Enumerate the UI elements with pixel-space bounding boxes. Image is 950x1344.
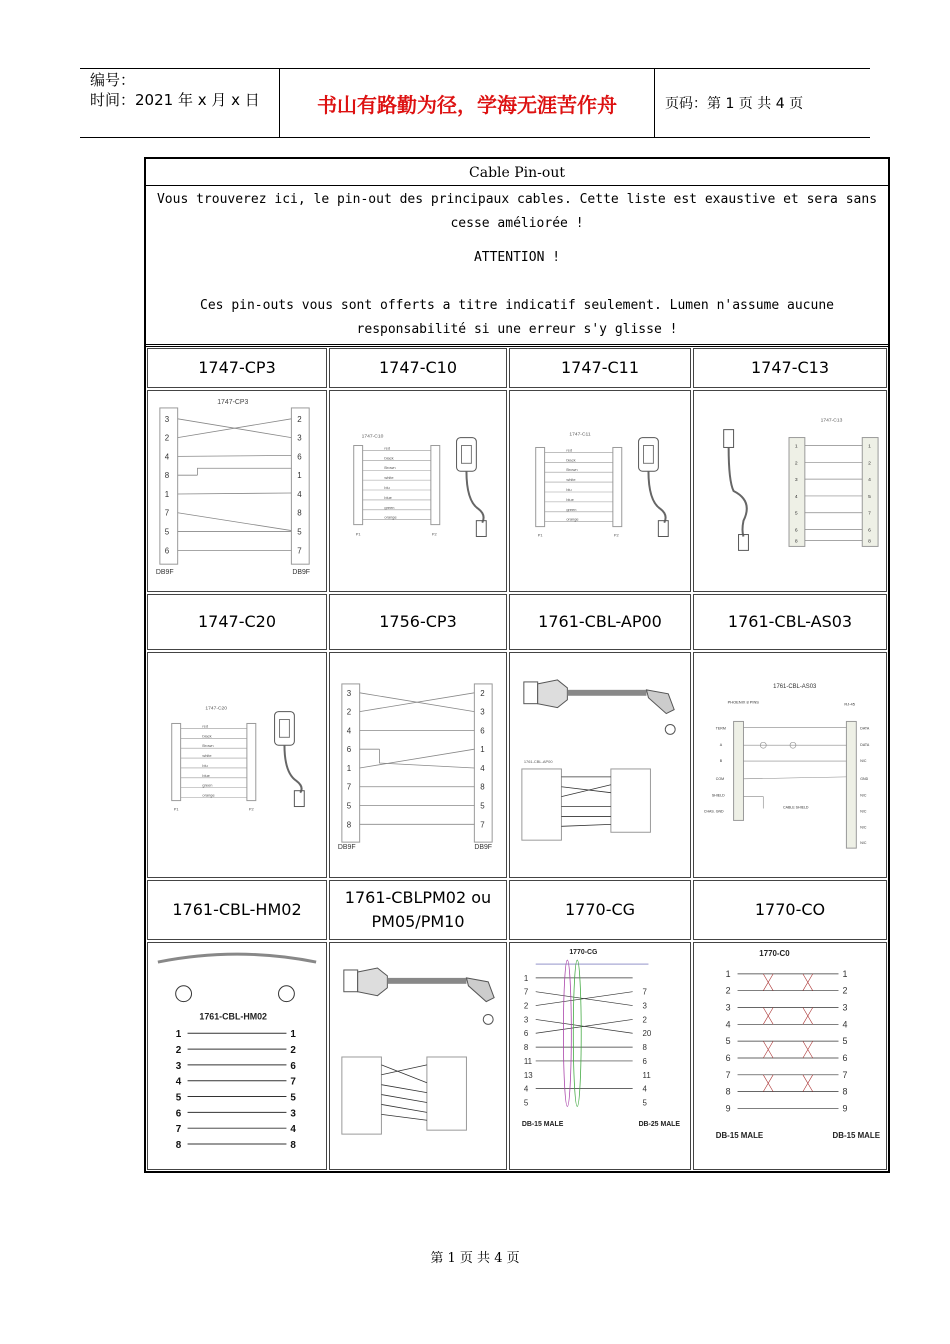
pin-label: 8 (290, 1139, 296, 1151)
page-footer: 第 1 页 共 4 页 (430, 1251, 520, 1266)
pin-label: 1 (868, 444, 871, 450)
pin-label: 2 (480, 688, 485, 698)
intro-attention: ATTENTION ! (473, 250, 561, 265)
pin-label: 9 (842, 1103, 848, 1114)
diagram-title: 1747-C13 (820, 418, 843, 424)
wire-label: orange (202, 792, 215, 798)
pin-label: 6 (297, 452, 302, 462)
pin-label: 4 (480, 763, 485, 773)
wire-label: black (202, 733, 212, 739)
cable-label: 1761-CBL-AS03 (693, 594, 887, 650)
connector-label: PHOENIX 8 PINS (727, 699, 759, 705)
wire-label: red (202, 723, 209, 729)
pin-label: TERM (715, 726, 726, 731)
pin-label: 5 (164, 527, 170, 537)
pin-label: 11 (523, 1056, 533, 1066)
pin-label: 7 (346, 782, 352, 792)
pin-label: 8 (794, 539, 798, 545)
pin-label: 4 (868, 478, 871, 484)
pin-label: 9 (725, 1103, 731, 1114)
diagram-title: 1747-CP3 (217, 398, 249, 406)
pin-label: 1 (523, 973, 529, 983)
wire-label: blue (202, 772, 210, 778)
pin-label: 6 (794, 528, 798, 534)
plug-label: P2 (613, 532, 619, 538)
pin-label: N/C (860, 793, 867, 798)
pin-label: 2 (164, 433, 170, 443)
plug-label: P1 (355, 531, 361, 537)
intro-title: Cable Pin-out (146, 159, 888, 186)
pin-label: 6 (164, 546, 170, 556)
pin-label: 7 (175, 1124, 182, 1136)
diagram-title: 1770-C0 (759, 949, 790, 959)
cable-label: 1761-CBL-HM02 (147, 880, 327, 940)
pin-label: 1 (725, 968, 731, 979)
pin-label: 8 (164, 471, 170, 481)
pin-label: 5 (297, 527, 302, 537)
pin-label: 13 (523, 1070, 533, 1080)
diagram-1770-cg (509, 942, 691, 1170)
connector-label: DB-15 MALE (715, 1131, 764, 1141)
diagram-1761-cbl-as03 (693, 652, 887, 878)
cable-table (144, 157, 890, 1173)
cable-label: 1756-CP3 (329, 594, 507, 650)
pin-label: 4 (297, 489, 302, 499)
pin-label: 1 (175, 1029, 182, 1041)
wire-label: Brown (384, 465, 396, 471)
diagram-1747-c11 (509, 390, 691, 592)
shield-label: CABLE SHIELD (783, 805, 809, 810)
pin-label: 3 (290, 1108, 296, 1120)
pin-label: 7 (290, 1076, 296, 1088)
pin-label: N/C (860, 809, 867, 814)
pin-label: 8 (868, 539, 871, 545)
pin-label: 1 (346, 763, 352, 773)
pin-label: 6 (642, 1056, 647, 1066)
pin-label: 3 (164, 414, 170, 424)
cable-grid (146, 347, 888, 1171)
wiring-diagram (510, 391, 690, 591)
connector-label: DB9F (155, 569, 174, 577)
pinout-diagram (148, 391, 326, 591)
wire-label: green (384, 504, 395, 510)
pin-label: 3 (842, 1002, 848, 1013)
pin-label: 5 (842, 1036, 848, 1047)
pin-label: 2 (842, 985, 848, 996)
pin-label: 4 (346, 726, 352, 736)
pin-label: 2 (523, 1001, 529, 1011)
pin-label: 6 (290, 1060, 296, 1072)
diagram-1756-cp3 (329, 652, 507, 878)
pin-label: 1 (297, 471, 302, 481)
plug-label: P1 (537, 532, 543, 538)
pin-label: 8 (523, 1043, 529, 1053)
pin-label: DATA (860, 726, 870, 731)
plug-label: P1 (173, 806, 179, 812)
pin-label: 8 (346, 820, 352, 830)
pin-label: 7 (725, 1069, 731, 1080)
cable-label: 1747-C10 (329, 348, 507, 388)
diagram-1770-co (693, 942, 887, 1170)
header-meta (80, 69, 280, 137)
cable-label: 1761-CBL-AP00 (509, 594, 691, 650)
pin-label: N/C (860, 825, 867, 830)
connector-label: DB-25 MALE (638, 1121, 681, 1129)
pin-label: 4 (175, 1076, 182, 1088)
pin-label: 3 (346, 688, 352, 698)
pin-label: 5 (346, 801, 352, 811)
pin-label: 5 (794, 511, 798, 517)
wiring-diagram (510, 943, 690, 1169)
intro-line2: Ces pin-outs vous sont offerts a titre indicatif seulement. Lumen n'assume aucune responsabilité si une erreur s'y glisse ! (200, 298, 834, 337)
pin-label: SHIELD (711, 793, 725, 798)
wire-label: red (384, 445, 391, 451)
pin-label: 4 (794, 494, 798, 500)
pin-label: 7 (842, 1069, 848, 1080)
pin-label: 6 (725, 1052, 731, 1063)
pin-label: 3 (480, 707, 485, 717)
cable-label: 1761-CBLPM02 ou PM05/PM10 (329, 880, 507, 940)
diagram-title: 1747-C11 (569, 432, 591, 438)
pin-label: A (719, 743, 723, 748)
diagram-1747-c10 (329, 390, 507, 592)
cable-label: 1747-CP3 (147, 348, 327, 388)
diagram-1761-cbl-hm02 (147, 942, 327, 1170)
wire-label: black (384, 455, 394, 461)
connector-label: DB9F (474, 844, 493, 852)
pin-label: 8 (297, 508, 302, 518)
pinout-diagram (330, 653, 506, 877)
pin-label: 8 (842, 1086, 848, 1097)
pin-label: 3 (794, 478, 798, 484)
intro-spacer-2 (146, 270, 888, 294)
time-label: 时间：2021 年 x 月 x 日 (90, 91, 260, 109)
pin-label: 3 (523, 1015, 529, 1025)
wire-label: blue (566, 496, 574, 502)
pin-label: 2 (725, 985, 731, 996)
diagram-title: 1747-C10 (361, 434, 384, 440)
pin-label: 3 (297, 433, 302, 443)
connector-label: DB-15 MALE (521, 1121, 564, 1129)
wire-label: blue (384, 494, 392, 500)
pin-label: 1 (842, 968, 848, 979)
pin-label: 11 (642, 1070, 651, 1080)
pin-label: 8 (480, 782, 485, 792)
pin-label: 6 (523, 1029, 529, 1039)
pin-label: 2 (346, 707, 352, 717)
wire-label: blu (202, 762, 208, 768)
pin-label: DATA (860, 743, 870, 748)
pin-label: 7 (480, 820, 485, 830)
wire-label: green (566, 506, 577, 512)
wire-label: white (566, 477, 576, 483)
intro-section (146, 159, 888, 347)
cable-label: 1747-C11 (509, 348, 691, 388)
pin-label: 4 (642, 1084, 647, 1094)
diagram-1761-cblpm02 (329, 942, 507, 1170)
wiring-diagram (330, 391, 506, 591)
diagram-title: 1761-CBL-HM02 (199, 1011, 268, 1022)
diagram-title: 1761-CBL-AP00 (523, 759, 553, 765)
pin-label: 4 (290, 1124, 296, 1136)
wiring-diagram (694, 943, 886, 1169)
diagram-title: 1761-CBL-AS03 (773, 683, 817, 690)
pin-label: 4 (842, 1019, 848, 1030)
pin-label: 6 (175, 1108, 182, 1120)
pin-label: N/C (860, 841, 867, 846)
pin-label: 3 (642, 1001, 647, 1011)
cable-label: 1747-C20 (147, 594, 327, 650)
cable-label: 1770-CO (693, 880, 887, 940)
diagram-1747-c13 (693, 390, 887, 592)
header-motto: 书山有路勤为径，学海无涯苦作舟 (280, 69, 655, 137)
pin-label: 1 (290, 1029, 296, 1041)
wiring-diagram (694, 391, 886, 591)
pin-label: 4 (725, 1019, 731, 1030)
pin-label: 2 (175, 1045, 182, 1057)
pin-label: COM (715, 776, 725, 781)
wire-label: blu (384, 485, 390, 491)
pin-label: B (719, 759, 723, 764)
plug-label: P2 (248, 806, 254, 812)
pin-label: 3 (175, 1060, 182, 1072)
wiring-diagram (148, 653, 326, 877)
pin-label: 7 (523, 987, 529, 997)
pin-label: 6 (346, 745, 352, 755)
diagram-1747-c20 (147, 652, 327, 878)
pin-label: 6 (480, 726, 485, 736)
connector-label: DB9F (337, 844, 356, 852)
pin-label: 5 (642, 1098, 647, 1108)
pin-label: 2 (642, 1015, 647, 1025)
wiring-diagram (330, 943, 506, 1169)
pin-label: 5 (480, 801, 485, 811)
pinout-diagram (148, 943, 326, 1169)
pin-label: 7 (164, 508, 170, 518)
wire-label: blu (566, 487, 572, 492)
pin-label: 8 (725, 1086, 731, 1097)
wire-label: orange (566, 516, 579, 522)
wire-label: orange (384, 514, 397, 520)
pin-label: 6 (842, 1052, 848, 1063)
connector-label: RJ-45 (844, 701, 855, 707)
pin-label: 2 (794, 461, 798, 467)
cable-label: 1747-C13 (693, 348, 887, 388)
pin-label: 7 (642, 987, 647, 997)
wiring-diagram (510, 653, 690, 877)
pin-label: 2 (868, 461, 871, 467)
pin-label: 5 (175, 1092, 182, 1104)
wire-label: green (202, 782, 213, 788)
wire-label: black (566, 457, 576, 463)
connector-label: DB9F (292, 569, 311, 577)
wire-label: Brown (566, 467, 578, 473)
pin-label: 7 (297, 546, 302, 556)
pin-label: 2 (290, 1045, 296, 1057)
diagram-title: 1770-CG (569, 949, 598, 957)
intro-line1: Vous trouverez ici, le pin-out des principaux cables. Cette liste est exaustive et sera sans cesse améliorée ! (156, 192, 878, 231)
pin-label: 1 (480, 745, 485, 755)
wire-label: white (384, 475, 394, 481)
number-label: 编号： (90, 71, 136, 89)
page-header (80, 68, 870, 138)
diagram-title: 1747-C20 (205, 706, 228, 712)
wire-label: white (202, 753, 212, 759)
pin-label: 7 (868, 511, 871, 517)
diagram-1747-cp3 (147, 390, 327, 592)
pin-label: GND (860, 776, 869, 781)
connector-label: DB-15 MALE (832, 1131, 881, 1141)
pin-label: 5 (290, 1092, 296, 1104)
wiring-diagram (694, 653, 886, 877)
diagram-1761-cbl-ap00 (509, 652, 691, 878)
cable-label: 1770-CG (509, 880, 691, 940)
pin-label: 8 (642, 1043, 647, 1053)
wire-label: Brown (202, 743, 214, 749)
pin-label: 5 (725, 1036, 731, 1047)
pin-label: 3 (725, 1002, 731, 1013)
pin-label: 1 (164, 489, 170, 499)
pin-label: 8 (175, 1139, 182, 1151)
pin-label: 2 (297, 414, 302, 424)
pin-label: 4 (164, 452, 170, 462)
pin-label: 1 (794, 444, 798, 450)
pin-label: 5 (523, 1098, 529, 1108)
pin-label: 5 (868, 494, 871, 500)
pin-label: CHAS. GND (703, 809, 724, 814)
pin-label: N/C (860, 759, 867, 764)
pin-label: 20 (642, 1029, 652, 1039)
header-page-info: 页码：第 1 页 共 4 页 (665, 96, 804, 112)
plug-label: P2 (431, 531, 437, 537)
wire-label: red (566, 447, 573, 453)
pin-label: 4 (523, 1084, 529, 1094)
pin-label: 6 (868, 528, 871, 534)
